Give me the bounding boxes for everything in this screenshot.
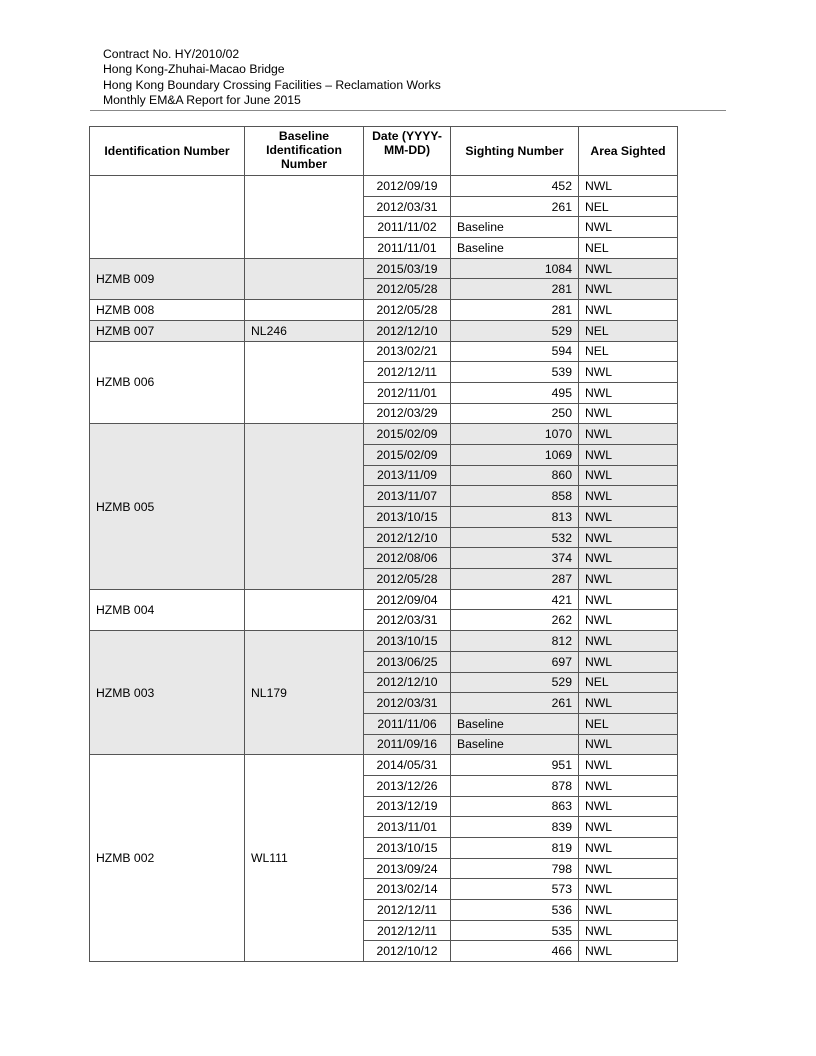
area-sighted-cell: NWL [579, 755, 678, 776]
sighting-number-cell: 819 [451, 838, 579, 859]
baseline-identification-cell [245, 300, 364, 321]
col-header-date-text: Date (YYYY-MM-DD) [372, 129, 442, 157]
date-cell: 2013/11/07 [364, 486, 451, 507]
baseline-identification-cell [245, 589, 364, 630]
date-cell: 2013/12/26 [364, 775, 451, 796]
area-sighted-cell: NWL [579, 176, 678, 197]
area-sighted-cell: NWL [579, 589, 678, 610]
date-cell: 2011/11/02 [364, 217, 451, 238]
area-sighted-cell: NEL [579, 713, 678, 734]
date-cell: 2013/12/19 [364, 796, 451, 817]
area-sighted-cell: NWL [579, 817, 678, 838]
date-cell: 2013/09/24 [364, 858, 451, 879]
identification-number-cell: HZMB 007 [90, 320, 245, 341]
sighting-number-cell: 261 [451, 196, 579, 217]
date-cell: 2015/03/19 [364, 258, 451, 279]
date-cell: 2012/08/06 [364, 548, 451, 569]
sighting-number-cell: 697 [451, 651, 579, 672]
sighting-number-cell: 421 [451, 589, 579, 610]
date-cell: 2015/02/09 [364, 424, 451, 445]
area-sighted-cell: NWL [579, 217, 678, 238]
identification-number-cell: HZMB 002 [90, 755, 245, 962]
identification-number-cell: HZMB 004 [90, 589, 245, 630]
sighting-number-cell: 1069 [451, 444, 579, 465]
sighting-number-cell: Baseline [451, 217, 579, 238]
area-sighted-cell: NWL [579, 775, 678, 796]
date-cell: 2012/11/01 [364, 382, 451, 403]
area-sighted-cell: NWL [579, 444, 678, 465]
area-sighted-cell: NWL [579, 382, 678, 403]
col-header-sighting: Sighting Number [451, 127, 579, 176]
date-cell: 2013/10/15 [364, 507, 451, 528]
sighting-number-cell: 860 [451, 465, 579, 486]
sighting-number-cell: Baseline [451, 238, 579, 259]
date-cell: 2015/02/09 [364, 444, 451, 465]
date-cell: 2013/11/09 [364, 465, 451, 486]
table-row [90, 300, 678, 321]
area-sighted-cell: NWL [579, 734, 678, 755]
identification-number-cell [90, 176, 245, 259]
sighting-number-cell: 536 [451, 900, 579, 921]
sighting-number-cell: 858 [451, 486, 579, 507]
sighting-number-cell: 813 [451, 507, 579, 528]
table-row [90, 176, 678, 197]
area-sighted-cell: NWL [579, 796, 678, 817]
area-sighted-cell: NWL [579, 651, 678, 672]
date-cell: 2011/11/06 [364, 713, 451, 734]
col-header-identification: Identification Number [90, 127, 245, 176]
sighting-number-cell: 812 [451, 631, 579, 652]
area-sighted-cell: NWL [579, 941, 678, 962]
date-cell: 2012/12/10 [364, 320, 451, 341]
table-row [90, 320, 678, 341]
area-sighted-cell: NWL [579, 548, 678, 569]
sighting-table [89, 126, 678, 962]
sighting-number-cell: 573 [451, 879, 579, 900]
sighting-number-cell: 539 [451, 362, 579, 383]
date-cell: 2013/10/15 [364, 631, 451, 652]
area-sighted-cell: NWL [579, 900, 678, 921]
date-cell: 2012/12/11 [364, 920, 451, 941]
sighting-number-cell: 262 [451, 610, 579, 631]
date-cell: 2012/10/12 [364, 941, 451, 962]
area-sighted-cell: NEL [579, 672, 678, 693]
area-sighted-cell: NWL [579, 610, 678, 631]
area-sighted-cell: NWL [579, 920, 678, 941]
table-body [90, 176, 678, 962]
area-sighted-cell: NWL [579, 403, 678, 424]
sighting-number-cell: 466 [451, 941, 579, 962]
date-cell: 2013/06/25 [364, 651, 451, 672]
area-sighted-cell: NWL [579, 527, 678, 548]
sighting-number-cell: 951 [451, 755, 579, 776]
baseline-identification-cell: WL111 [245, 755, 364, 962]
area-sighted-cell: NWL [579, 465, 678, 486]
table-row [90, 631, 678, 652]
sighting-number-cell: 1084 [451, 258, 579, 279]
report-title: Monthly EM&A Report for June 2015 [103, 93, 301, 108]
col-header-area: Area Sighted [579, 127, 678, 176]
baseline-identification-cell: NL179 [245, 631, 364, 755]
sighting-number-cell: 878 [451, 775, 579, 796]
area-sighted-cell: NWL [579, 858, 678, 879]
identification-number-cell: HZMB 006 [90, 341, 245, 424]
date-cell: 2011/09/16 [364, 734, 451, 755]
date-cell: 2013/11/01 [364, 817, 451, 838]
sighting-number-cell: 839 [451, 817, 579, 838]
sighting-number-cell: 250 [451, 403, 579, 424]
area-sighted-cell: NWL [579, 300, 678, 321]
sighting-number-cell: 452 [451, 176, 579, 197]
table-header-row [90, 127, 678, 176]
area-sighted-cell: NEL [579, 196, 678, 217]
area-sighted-cell: NWL [579, 879, 678, 900]
table-row [90, 755, 678, 776]
date-cell: 2011/11/01 [364, 238, 451, 259]
sighting-number-cell: 281 [451, 300, 579, 321]
date-cell: 2012/12/10 [364, 672, 451, 693]
table-row [90, 258, 678, 279]
area-sighted-cell: NEL [579, 341, 678, 362]
area-sighted-cell: NWL [579, 838, 678, 859]
date-cell: 2012/12/10 [364, 527, 451, 548]
baseline-identification-cell [245, 258, 364, 299]
page-header [103, 47, 441, 109]
identification-number-cell: HZMB 008 [90, 300, 245, 321]
contract-number: Contract No. HY/2010/02 [103, 47, 240, 61]
project-name: Hong Kong-Zhuhai-Macao Bridge [103, 62, 285, 77]
date-cell: 2012/03/31 [364, 610, 451, 631]
date-cell: 2013/10/15 [364, 838, 451, 859]
date-cell: 2014/05/31 [364, 755, 451, 776]
identification-number-cell: HZMB 005 [90, 424, 245, 590]
sighting-number-cell: 374 [451, 548, 579, 569]
baseline-identification-cell [245, 424, 364, 590]
sighting-number-cell: 1070 [451, 424, 579, 445]
area-sighted-cell: NWL [579, 258, 678, 279]
table-row [90, 341, 678, 362]
baseline-identification-cell [245, 176, 364, 259]
sighting-number-cell: 495 [451, 382, 579, 403]
baseline-identification-cell [245, 341, 364, 424]
sighting-number-cell: 863 [451, 796, 579, 817]
sighting-number-cell: Baseline [451, 713, 579, 734]
baseline-identification-cell: NL246 [245, 320, 364, 341]
header-divider [90, 110, 726, 111]
sighting-number-cell: 287 [451, 569, 579, 590]
area-sighted-cell: NWL [579, 693, 678, 714]
date-cell: 2012/05/28 [364, 300, 451, 321]
sighting-number-cell: Baseline [451, 734, 579, 755]
sighting-number-cell: 281 [451, 279, 579, 300]
area-sighted-cell: NWL [579, 362, 678, 383]
date-cell: 2013/02/14 [364, 879, 451, 900]
col-header-baseline-text: Baseline Identification Number [266, 129, 342, 169]
sighting-number-cell: 535 [451, 920, 579, 941]
date-cell: 2013/02/21 [364, 341, 451, 362]
sighting-number-cell: 529 [451, 320, 579, 341]
sighting-number-cell: 594 [451, 341, 579, 362]
area-sighted-cell: NWL [579, 486, 678, 507]
col-header-baseline [245, 127, 364, 176]
sighting-number-cell: 532 [451, 527, 579, 548]
date-cell: 2012/09/19 [364, 176, 451, 197]
date-cell: 2012/09/04 [364, 589, 451, 610]
date-cell: 2012/05/28 [364, 279, 451, 300]
area-sighted-cell: NWL [579, 569, 678, 590]
sighting-number-cell: 261 [451, 693, 579, 714]
area-sighted-cell: NWL [579, 507, 678, 528]
date-cell: 2012/12/11 [364, 362, 451, 383]
date-cell: 2012/12/11 [364, 900, 451, 921]
sighting-number-cell: 798 [451, 858, 579, 879]
date-cell: 2012/03/31 [364, 196, 451, 217]
area-sighted-cell: NEL [579, 238, 678, 259]
date-cell: 2012/03/31 [364, 693, 451, 714]
identification-number-cell: HZMB 009 [90, 258, 245, 299]
area-sighted-cell: NWL [579, 631, 678, 652]
table-row [90, 424, 678, 445]
col-header-date [364, 127, 451, 176]
identification-number-cell: HZMB 003 [90, 631, 245, 755]
sighting-number-cell: 529 [451, 672, 579, 693]
date-cell: 2012/05/28 [364, 569, 451, 590]
project-subtitle: Hong Kong Boundary Crossing Facilities – Reclamation Works [103, 77, 441, 92]
area-sighted-cell: NWL [579, 424, 678, 445]
area-sighted-cell: NEL [579, 320, 678, 341]
area-sighted-cell: NWL [579, 279, 678, 300]
table-row [90, 589, 678, 610]
date-cell: 2012/03/29 [364, 403, 451, 424]
